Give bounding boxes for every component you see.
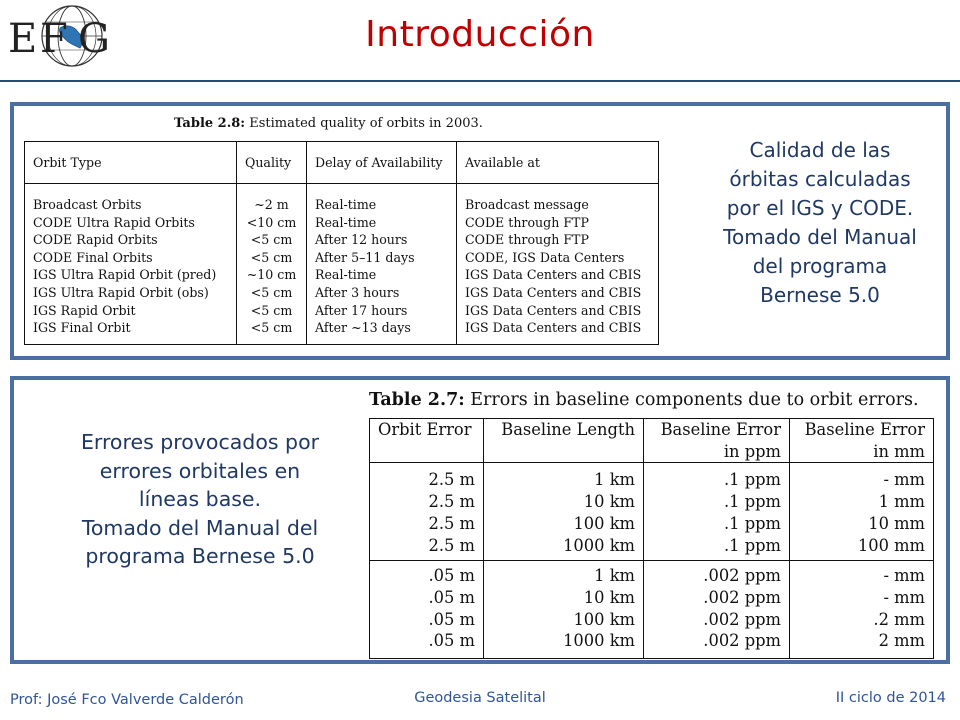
baseline-errors-table <box>369 418 934 659</box>
table-row: IGS Rapid Orbit <5 cm After 17 hours IGS Data Centers and CBIS <box>25 302 659 320</box>
column-header: Baseline Length <box>484 419 644 463</box>
logo-lettering: E <box>8 16 38 62</box>
table-row: CODE Rapid Orbits <5 cm After 12 hours CODE through FTP <box>25 231 659 249</box>
footer-course: Geodesia Satelital <box>414 690 546 706</box>
orbit-quality-caption: Calidad de las órbitas calculadas por el IGS y CODE. Tomado del Manual del programa Bernese 5.0 <box>723 138 917 307</box>
column-header: Available at <box>457 142 659 184</box>
column-header: Delay of Availability <box>307 142 457 184</box>
table-caption: Table 2.8: Estimated quality of orbits in 2003. <box>174 116 483 131</box>
table-row: Broadcast Orbits ~2 m Real-time Broadcast message <box>25 184 659 214</box>
svg-text:F: F <box>40 16 68 62</box>
baseline-errors-caption: Errores provocados por errores orbitales en líneas base. Tomado del Manual del programa Bernese 5.0 <box>80 430 320 568</box>
table-row: IGS Ultra Rapid Orbit (obs) <5 cm After 3 hours IGS Data Centers and CBIS <box>25 284 659 302</box>
table-row: .05 m 1 km .002 ppm - mm <box>370 561 934 587</box>
table-caption: Table 2.7: Errors in baseline components due to orbit errors. <box>369 390 919 410</box>
table-row: 2.5 m 1 km .1 ppm - mm <box>370 463 934 491</box>
table-row: 2.5 m 1000 km .1 ppm 100 mm <box>370 535 934 561</box>
orbit-quality-panel <box>10 102 950 360</box>
table-row: CODE Ultra Rapid Orbits <10 cm Real-time CODE through FTP <box>25 214 659 232</box>
footer-term: II ciclo de 2014 <box>835 690 946 706</box>
orbit-quality-table-figure <box>24 116 659 345</box>
column-header: Orbit Type <box>25 142 237 184</box>
table-row: 2.5 m 10 km .1 ppm 1 mm <box>370 491 934 513</box>
baseline-errors-panel <box>10 376 950 664</box>
svg-text:G: G <box>78 16 110 62</box>
table-row: CODE Final Orbits <5 cm After 5–11 days CODE, IGS Data Centers <box>25 249 659 267</box>
table-row: .05 m 1000 km .002 ppm 2 mm <box>370 630 934 658</box>
column-header: Orbit Error <box>370 419 484 463</box>
column-header: Baseline Error in ppm <box>644 419 790 463</box>
table-row: .05 m 100 km .002 ppm .2 mm <box>370 609 934 631</box>
footer-author: Prof: José Fco Valverde Calderón <box>10 692 244 708</box>
table-row: IGS Ultra Rapid Orbit (pred) ~10 cm Real-time IGS Data Centers and CBIS <box>25 266 659 284</box>
slide-title: Introducción <box>365 14 595 55</box>
table-row: .05 m 10 km .002 ppm - mm <box>370 587 934 609</box>
table-row: 2.5 m 100 km .1 ppm 10 mm <box>370 513 934 535</box>
table-row: IGS Final Orbit <5 cm After ~13 days IGS Data Centers and CBIS <box>25 319 659 344</box>
column-header: Quality <box>237 142 307 184</box>
column-header: Baseline Error in mm <box>790 419 934 463</box>
baseline-errors-table-figure <box>369 390 934 659</box>
header-divider <box>0 80 960 82</box>
orbit-quality-table <box>24 141 659 345</box>
